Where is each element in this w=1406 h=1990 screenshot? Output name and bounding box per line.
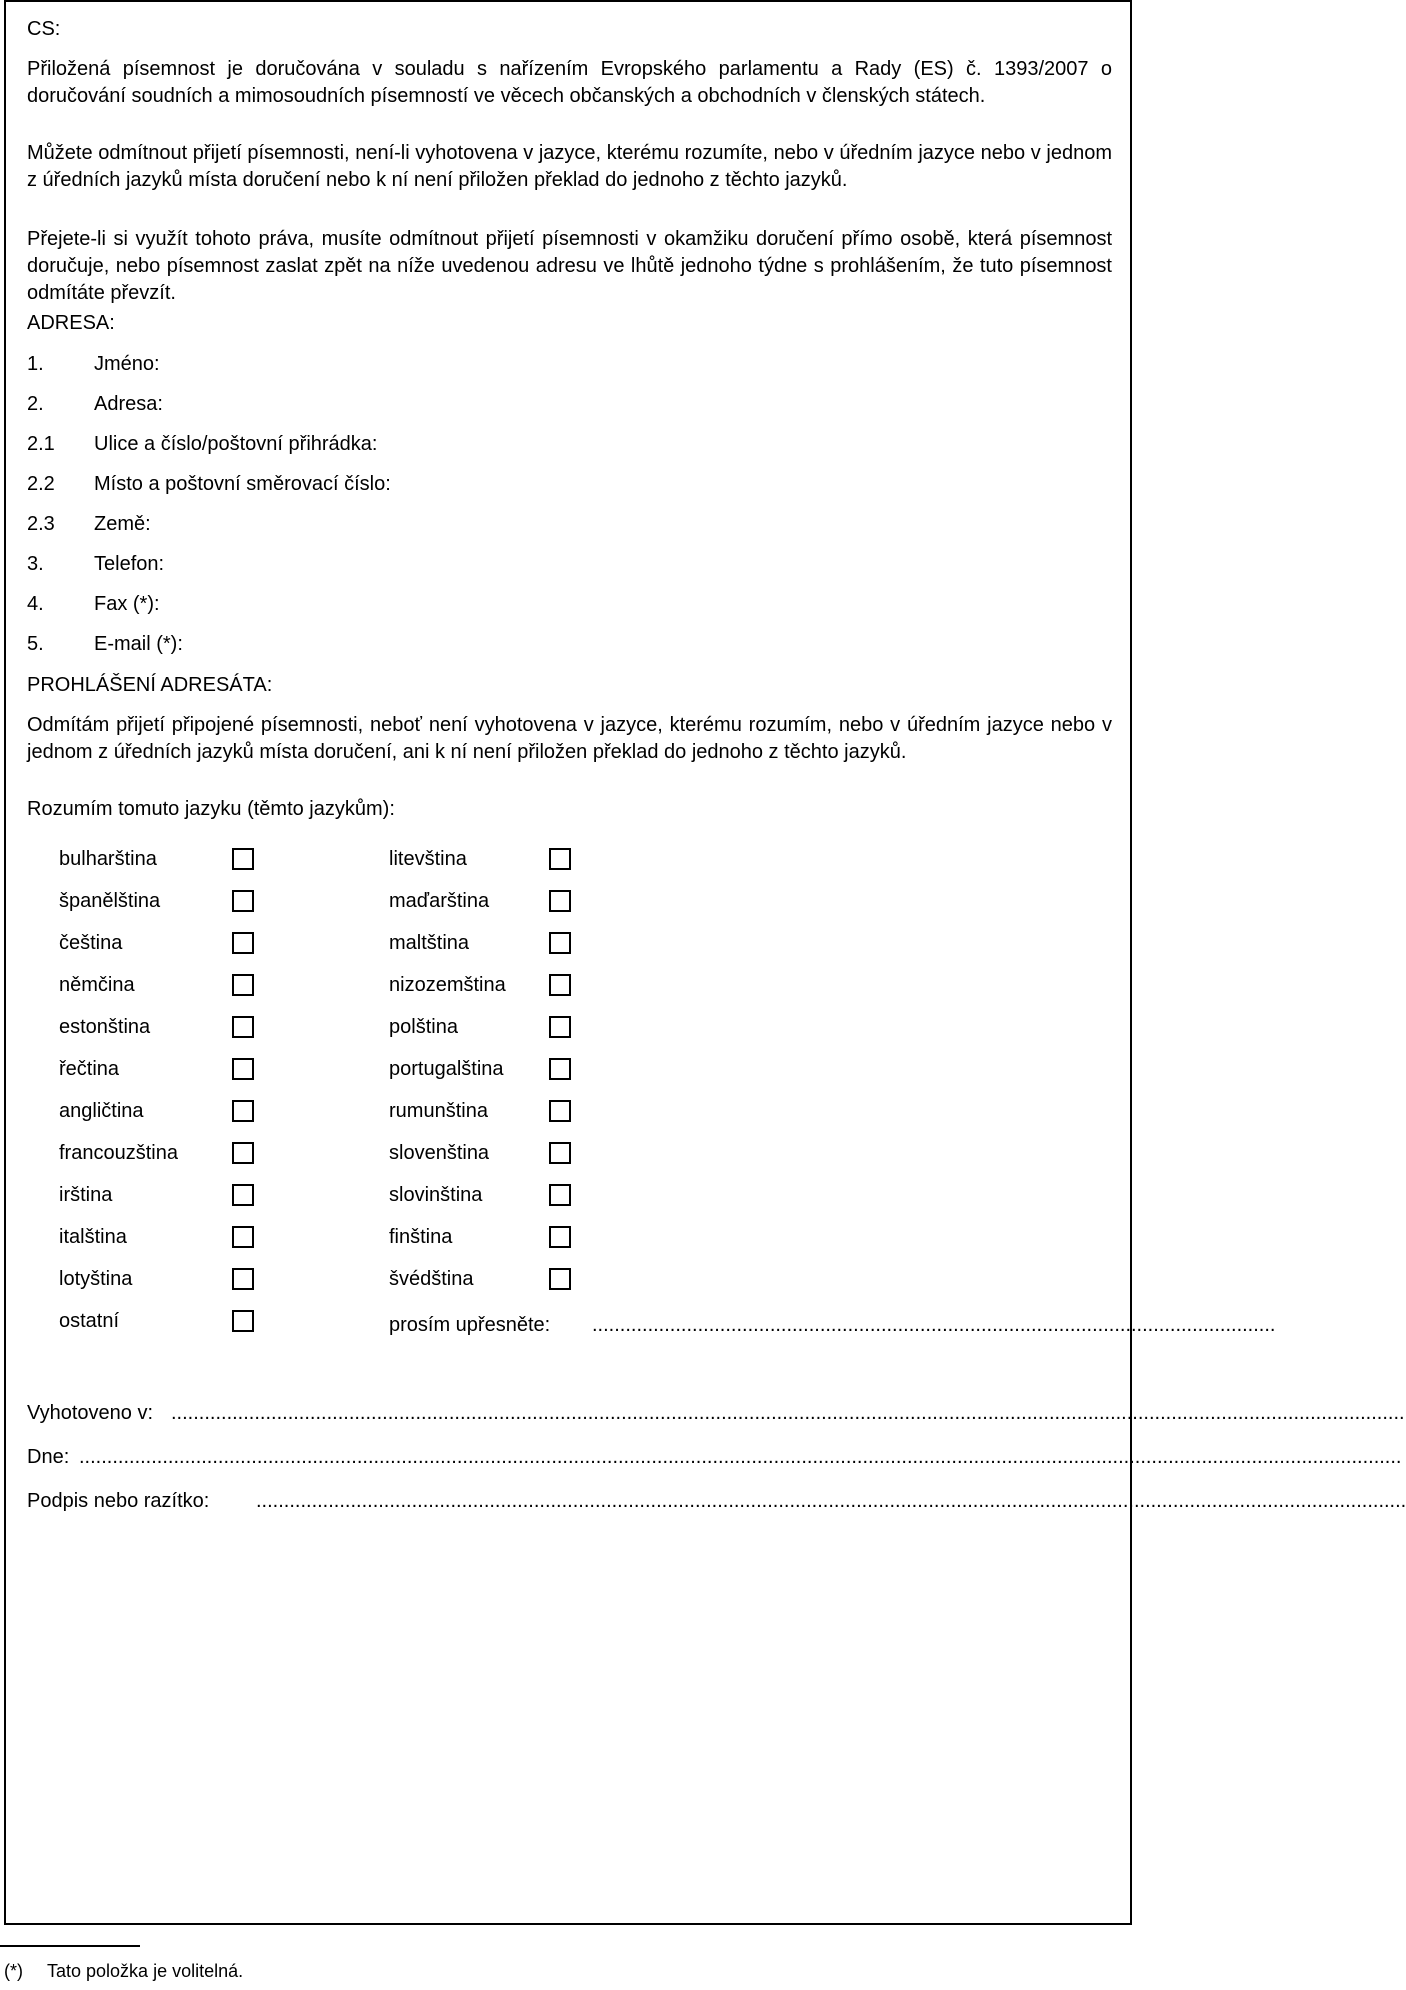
checkbox-lithuanian[interactable] bbox=[549, 848, 571, 870]
checkbox-spanish[interactable] bbox=[232, 890, 254, 912]
signature-field[interactable]: ............................................................................................................................................................................................................... bbox=[256, 1490, 1406, 1512]
checkbox-slovenian[interactable] bbox=[549, 1184, 571, 1206]
intro-paragraph-2: Můžete odmítnout přijetí písemnosti, není-li vyhotovena v jazyce, kterému rozumíte, nebo v úředním jazyce nebo v jednom z úředních jazyků místa doručení nebo k ní není přiložen překlad do jednoho z těchto jazyků. bbox=[27, 142, 1112, 191]
address-email-label: E-mail (*): bbox=[94, 633, 183, 655]
address-name-label: Jméno: bbox=[94, 353, 160, 375]
intro-paragraph-1: Přiložená písemnost je doručována v souladu s nařízením Evropského parlamentu a Rady (ES) č. 1393/2007 o doručování soudních a mimosoudních písemností ve věcech občanských a obchodních v členských státech. bbox=[27, 58, 1112, 107]
declaration-text: Odmítám přijetí připojené písemnosti, neboť není vyhotovena v jazyce, kterému rozumím, nebo v úředním jazyce nebo v jednom z úředních jazyků místa doručení, ani k ní není přiložen překlad do jednoho z těchto jazyků. bbox=[27, 714, 1112, 763]
address-heading: ADRESA: bbox=[27, 312, 115, 334]
address-city-label: Místo a poštovní směrovací číslo: bbox=[94, 473, 391, 495]
address-item-number: 1. bbox=[27, 353, 44, 375]
footnote-text: Tato položka je volitelná. bbox=[47, 1961, 244, 1981]
language-label: čeština bbox=[59, 932, 123, 954]
language-label: lotyština bbox=[59, 1268, 133, 1290]
checkbox-latvian[interactable] bbox=[232, 1268, 254, 1290]
checkbox-dutch[interactable] bbox=[549, 974, 571, 996]
specify-label: prosím upřesněte: bbox=[389, 1314, 551, 1336]
checkbox-other[interactable] bbox=[232, 1310, 254, 1332]
footnote-marker: (*) bbox=[4, 1961, 23, 1981]
address-item-number: 2. bbox=[27, 393, 44, 415]
checkbox-french[interactable] bbox=[232, 1142, 254, 1164]
checkbox-greek[interactable] bbox=[232, 1058, 254, 1080]
address-item-number: 5. bbox=[27, 633, 44, 655]
language-label: maltština bbox=[389, 932, 470, 954]
checkbox-italian[interactable] bbox=[232, 1226, 254, 1248]
address-item-number: 4. bbox=[27, 593, 44, 615]
language-label: estonština bbox=[59, 1016, 151, 1038]
address-fax-label: Fax (*): bbox=[94, 593, 160, 615]
intro-paragraph-3: Přejete-li si využít tohoto práva, musíte odmítnout přijetí písemnosti v okamžiku doručení přímo osobě, která písemnost doručuje, nebo písemnost zaslat zpět na níže uvedenou adresu ve lhůtě jednoho týdne s prohlášením, že tuto písemnost odmítáte převzít. bbox=[27, 228, 1112, 304]
checkbox-estonian[interactable] bbox=[232, 1016, 254, 1038]
address-item-number: 3. bbox=[27, 553, 44, 575]
language-label: rumunština bbox=[389, 1100, 488, 1122]
checkbox-swedish[interactable] bbox=[549, 1268, 571, 1290]
address-label: Adresa: bbox=[94, 393, 163, 415]
date-label: Dne: bbox=[27, 1446, 70, 1468]
language-label: polština bbox=[389, 1016, 458, 1038]
understand-label: Rozumím tomuto jazyku (těmto jazykům): bbox=[27, 798, 395, 820]
language-label: portugalština bbox=[389, 1058, 504, 1080]
checkbox-bulgarian[interactable] bbox=[232, 848, 254, 870]
checkbox-portuguese[interactable] bbox=[549, 1058, 571, 1080]
language-label: litevština bbox=[389, 848, 467, 870]
language-label: francouzština bbox=[59, 1142, 178, 1164]
language-label: maďarština bbox=[389, 890, 490, 912]
language-label: němčina bbox=[59, 974, 135, 996]
address-country-label: Země: bbox=[94, 513, 151, 535]
form-frame bbox=[4, 0, 1406, 1925]
checkbox-romanian[interactable] bbox=[549, 1100, 571, 1122]
date-field[interactable]: .............................................................................................................................................................................................................................................. bbox=[79, 1446, 1402, 1468]
address-item-number: 2.2 bbox=[27, 473, 55, 495]
checkbox-finnish[interactable] bbox=[549, 1226, 571, 1248]
language-label: bulharština bbox=[59, 848, 157, 870]
done-at-field[interactable]: .............................................................................................................................................................................................................................. bbox=[171, 1402, 1405, 1424]
checkbox-irish[interactable] bbox=[232, 1184, 254, 1206]
checkbox-czech[interactable] bbox=[232, 932, 254, 954]
footnote-separator bbox=[0, 1945, 140, 1947]
declaration-heading: PROHLÁŠENÍ ADRESÁTA: bbox=[27, 674, 273, 696]
language-label: švédština bbox=[389, 1268, 474, 1290]
language-label: řečtina bbox=[59, 1058, 120, 1080]
address-phone-label: Telefon: bbox=[94, 553, 165, 575]
checkbox-polish[interactable] bbox=[549, 1016, 571, 1038]
language-label: slovenština bbox=[389, 1142, 490, 1164]
language-label: italština bbox=[59, 1226, 127, 1248]
specify-field[interactable]: ........................................................................................................................... bbox=[592, 1314, 1276, 1336]
language-label: angličtina bbox=[59, 1100, 144, 1122]
signature-label: Podpis nebo razítko: bbox=[27, 1490, 210, 1512]
address-item-number: 2.1 bbox=[27, 433, 55, 455]
language-label: španělština bbox=[59, 890, 161, 912]
checkbox-german[interactable] bbox=[232, 974, 254, 996]
language-label: slovinština bbox=[389, 1184, 483, 1206]
checkbox-hungarian[interactable] bbox=[549, 890, 571, 912]
language-code: CS: bbox=[27, 18, 61, 40]
frame-top-border bbox=[6, 0, 1130, 2]
language-label: ostatní bbox=[59, 1310, 120, 1332]
language-label: finština bbox=[389, 1226, 453, 1248]
language-label: nizozemština bbox=[389, 974, 506, 996]
done-at-label: Vyhotoveno v: bbox=[27, 1402, 154, 1424]
checkbox-english[interactable] bbox=[232, 1100, 254, 1122]
address-street-label: Ulice a číslo/poštovní přihrádka: bbox=[94, 433, 378, 455]
checkbox-slovak[interactable] bbox=[549, 1142, 571, 1164]
language-label: irština bbox=[59, 1184, 113, 1206]
checkbox-maltese[interactable] bbox=[549, 932, 571, 954]
address-item-number: 2.3 bbox=[27, 513, 55, 535]
